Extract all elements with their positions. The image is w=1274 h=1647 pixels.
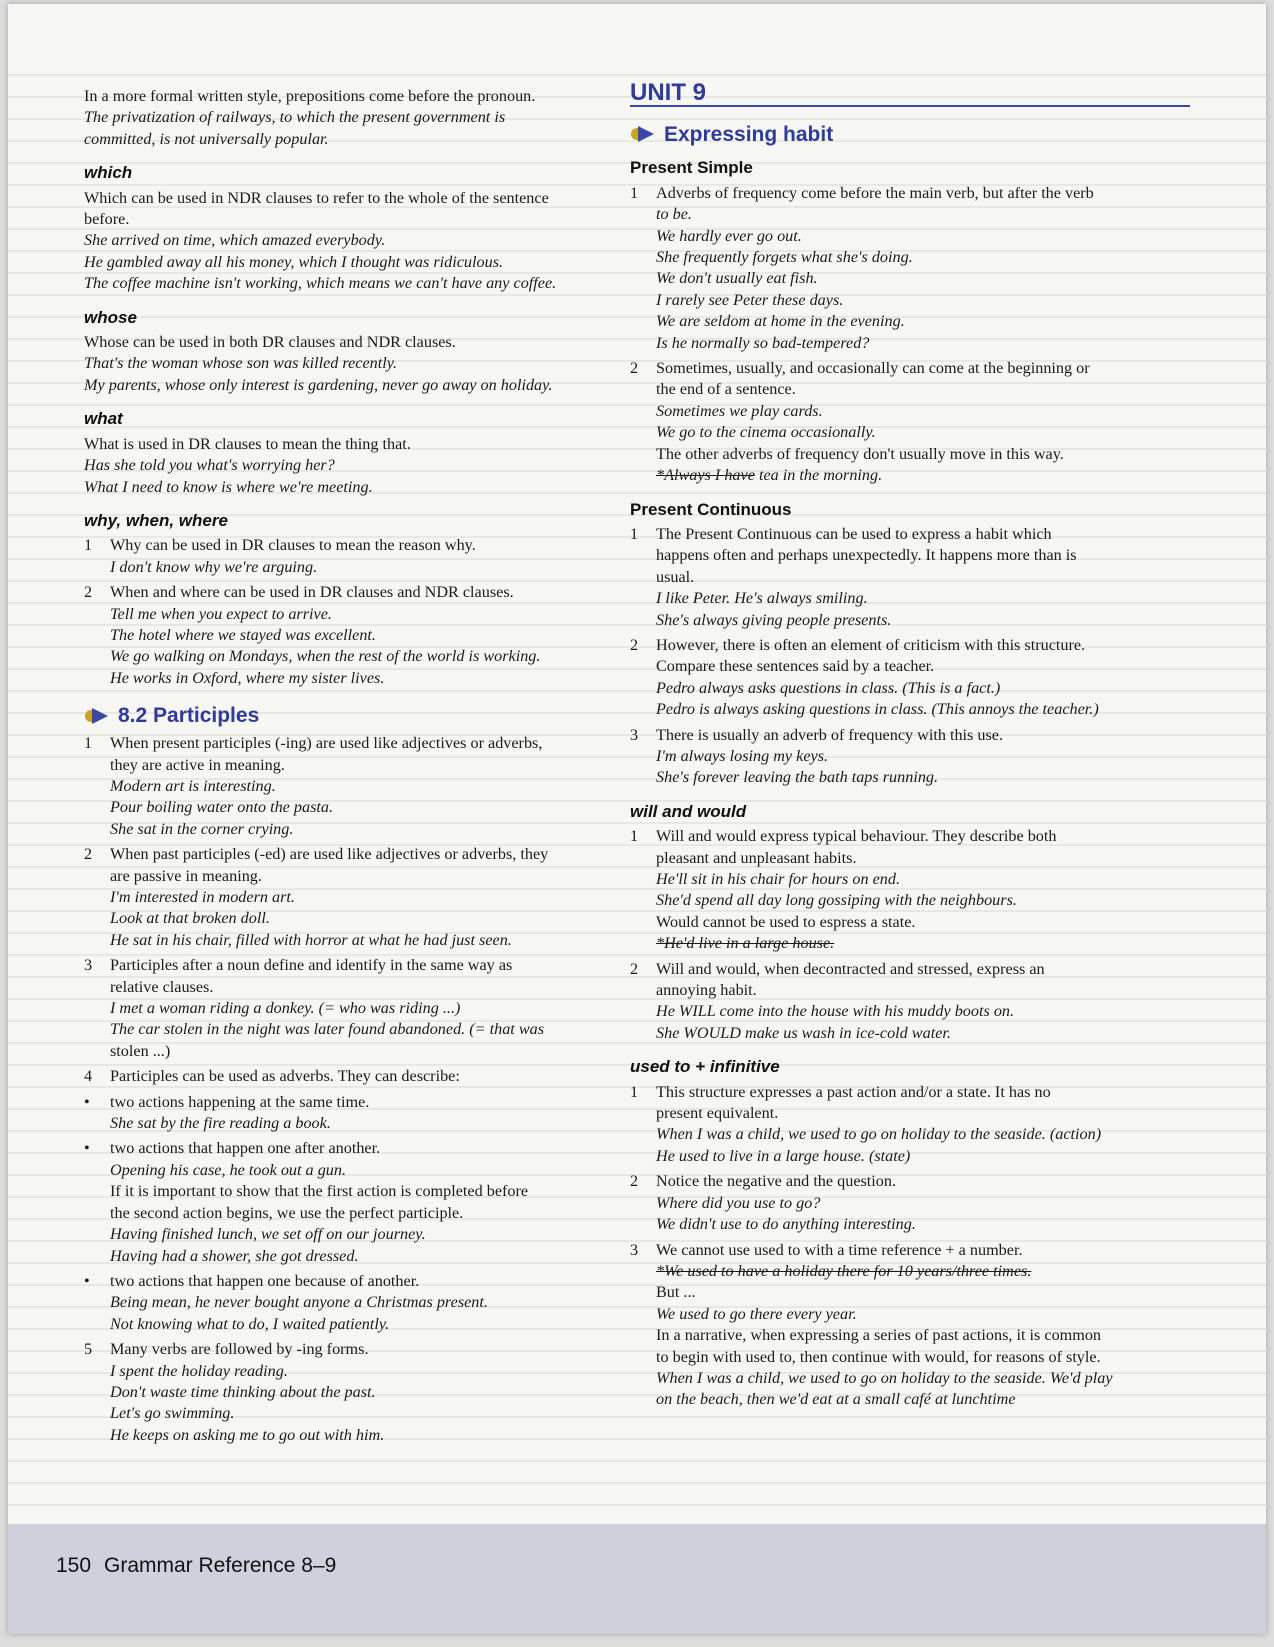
rule-line: If it is important to show that the first action is completed before xyxy=(110,1182,529,1201)
rule-line: What is used in DR clauses to mean the thing that. xyxy=(84,434,411,453)
rule-line: Whose can be used in both DR clauses and NDR clauses. xyxy=(84,333,456,352)
example-line: Opening his case, he took out a gun. xyxy=(110,1160,347,1179)
example-line: Tell me when you expect to arrive. xyxy=(110,604,332,623)
section-header xyxy=(84,705,624,727)
numbered-item xyxy=(84,1339,624,1446)
numbered-item xyxy=(630,1082,1190,1168)
example-line: That's the woman whose son was killed recently. xyxy=(84,354,398,373)
item-number: 2 xyxy=(84,583,93,602)
heading-present-continuous: Present Continuous xyxy=(630,499,792,519)
heading-used-to-infinitive: used to + infinitive xyxy=(630,1057,780,1077)
example-line: Don't waste time thinking about the past. xyxy=(110,1382,376,1401)
heading-whose: whose xyxy=(84,307,137,327)
rule-line: Participles after a noun define and identify in the same way as xyxy=(110,956,513,975)
rule-line: the second action begins, we use the perfect participle. xyxy=(110,1203,464,1222)
bullet: • xyxy=(84,1139,90,1158)
example-line: We go walking on Mondays, when the rest of the world is working. xyxy=(110,647,541,666)
example-line: Pedro always asks questions in class. (This is a fact.) xyxy=(656,678,1001,697)
intro-example: committed, is not universally popular. xyxy=(84,129,329,148)
section-title-participles: 8.2 Participles xyxy=(118,704,260,728)
rule-line: However, there is often an element of criticism with this structure. xyxy=(656,635,1086,654)
example-line: He works in Oxford, where my sister lives. xyxy=(110,668,385,687)
rule-line: Adverbs of frequency come before the main verb, but after the verb xyxy=(656,183,1094,202)
page-number: 150 xyxy=(56,1554,92,1577)
rule-line: two actions happening at the same time. xyxy=(110,1092,370,1111)
example-line: on the beach, then we'd eat at a small café at lunchtime xyxy=(656,1390,1016,1409)
heading-which: which xyxy=(84,163,133,183)
example-line: Let's go swimming. xyxy=(110,1404,235,1423)
incorrect-example: *We used to have a holiday there for 10 years/three times. xyxy=(656,1261,1032,1280)
bullet: • xyxy=(84,1271,90,1290)
rule-line: This structure expresses a past action and/or a state. It has no xyxy=(656,1082,1051,1101)
example-line: He gambled away all his money, which I thought was ridiculous. xyxy=(84,252,504,271)
rule-line: before. xyxy=(84,210,130,229)
rule-line: The other adverbs of frequency don't usually move in this way. xyxy=(656,444,1064,463)
example-line: Modern art is interesting. xyxy=(110,776,276,795)
example-tail: tea in the morning. xyxy=(754,466,883,485)
section-title-expressing-habit: Expressing habit xyxy=(664,122,834,146)
section-arrow-icon xyxy=(630,123,656,145)
rule-line: Will and would, when decontracted and stressed, express an xyxy=(656,959,1045,978)
rule-line: two actions that happen one because of another. xyxy=(110,1271,420,1290)
example-line: She WOULD make us wash in ice-cold water. xyxy=(656,1023,951,1042)
item-number: 1 xyxy=(630,827,639,846)
heading-present-simple: Present Simple xyxy=(630,158,753,178)
example-line: She sat in the corner crying. xyxy=(110,819,294,838)
example-line: The car stolen in the night was later found abandoned. (= that was xyxy=(110,1020,545,1039)
example-line: Pedro is always asking questions in class. (This annoys the teacher.) xyxy=(656,700,1099,719)
numbered-item xyxy=(84,844,624,951)
example-line: We go to the cinema occasionally. xyxy=(656,423,876,442)
rule-line: When past participles (-ed) are used like adjectives or adverbs, they xyxy=(110,845,549,864)
rule-line: relative clauses. xyxy=(110,977,214,996)
numbered-item xyxy=(84,535,624,578)
rule-line: they are active in meaning. xyxy=(110,755,285,774)
right-column xyxy=(630,79,1190,1411)
item-number: 2 xyxy=(630,635,639,654)
example-line: Is he normally so bad-tempered? xyxy=(656,333,870,352)
rule-line: pleasant and unpleasant habits. xyxy=(656,848,857,867)
example-line: He keeps on asking me to go out with him. xyxy=(110,1425,385,1444)
rule-line: There is usually an adverb of frequency with this use. xyxy=(656,725,1004,744)
example-line: What I need to know is where we're meeting. xyxy=(84,477,373,496)
rule-line: When and where can be used in DR clauses and NDR clauses. xyxy=(110,583,514,602)
example-line: He used to live in a large house. (state) xyxy=(656,1146,911,1165)
rule-line: happens often and perhaps unexpectedly. It happens more than is xyxy=(656,546,1077,565)
struck-text: *Always I have xyxy=(656,466,755,485)
unit-title: UNIT 9 xyxy=(630,82,1190,107)
rule-line: two actions that happen one after another. xyxy=(110,1139,381,1158)
intro-example: The privatization of railways, to which the present government is xyxy=(84,108,506,127)
example-line: Having had a shower, she got dressed. xyxy=(110,1246,359,1265)
item-number: 3 xyxy=(630,1240,639,1259)
numbered-item xyxy=(630,524,1190,631)
numbered-item xyxy=(84,733,624,840)
bullet-item xyxy=(84,1092,624,1135)
section-arrow-icon xyxy=(84,705,110,727)
rule-line: to begin with used to, then continue with would, for reasons of style. xyxy=(656,1347,1101,1366)
incorrect-example: *He'd live in a large house. xyxy=(656,934,835,953)
item-number: 3 xyxy=(630,725,639,744)
numbered-item xyxy=(630,1240,1190,1411)
rule-line: We cannot use used to with a time reference + a number. xyxy=(656,1240,1023,1259)
rule-line: the end of a sentence. xyxy=(656,380,796,399)
textbook-page xyxy=(8,4,1266,1634)
example-line: When I was a child, we used to go on holiday to the seaside. We'd play xyxy=(656,1368,1113,1387)
numbered-item xyxy=(630,358,1190,486)
example-line: When I was a child, we used to go on holiday to the seaside. (action) xyxy=(656,1125,1102,1144)
rule-line: In a narrative, when expressing a series of past actions, it is common xyxy=(656,1326,1102,1345)
numbered-item xyxy=(84,1066,624,1087)
example-line: Look at that broken doll. xyxy=(110,909,270,928)
example-line: I'm always losing my keys. xyxy=(656,746,829,765)
numbered-item xyxy=(630,725,1190,789)
rule-line: Participles can be used as adverbs. They can describe: xyxy=(110,1067,460,1086)
example-line: He sat in his chair, filled with horror at what he had just seen. xyxy=(110,930,512,949)
rule-line: Would cannot be used to espress a state. xyxy=(656,912,916,931)
example-line: She's forever leaving the bath taps running. xyxy=(656,768,939,787)
bullet-item xyxy=(84,1271,624,1335)
numbered-item xyxy=(630,826,1190,954)
left-column xyxy=(84,86,624,1446)
rule-line: Many verbs are followed by -ing forms. xyxy=(110,1340,369,1359)
footer-label: Grammar Reference 8–9 xyxy=(104,1554,337,1577)
item-number: 1 xyxy=(630,524,639,543)
example-line: She arrived on time, which amazed everybody. xyxy=(84,231,386,250)
example-line: My parents, whose only interest is gardening, never go away on holiday. xyxy=(84,375,553,394)
item-number: 1 xyxy=(84,536,93,555)
example-line: We are seldom at home in the evening. xyxy=(656,312,905,331)
bullet-item xyxy=(84,1138,624,1266)
item-number: 1 xyxy=(630,1082,639,1101)
numbered-item xyxy=(630,183,1190,354)
example-line: We hardly ever go out. xyxy=(656,226,802,245)
example-line: Pour boiling water onto the pasta. xyxy=(110,798,334,817)
item-number: 2 xyxy=(630,1172,639,1191)
rule-line: to be. xyxy=(656,205,692,224)
example-line: Being mean, he never bought anyone a Christmas present. xyxy=(110,1293,488,1312)
item-number: 1 xyxy=(630,183,639,202)
numbered-item xyxy=(84,582,624,689)
example-line: The hotel where we stayed was excellent. xyxy=(110,625,376,644)
heading-what: what xyxy=(84,409,123,429)
item-number: 2 xyxy=(84,845,93,864)
example-line: I'm interested in modern art. xyxy=(110,888,295,906)
example-line: She'd spend all day long gossiping with the neighbours. xyxy=(656,891,1017,910)
rule-line: But ... xyxy=(656,1283,696,1302)
numbered-item xyxy=(630,1171,1190,1235)
incorrect-example xyxy=(656,465,1190,486)
example-line: I rarely see Peter these days. xyxy=(656,290,844,309)
page-footer xyxy=(8,1524,1266,1634)
item-number: 1 xyxy=(84,734,93,753)
example-line: Sometimes we play cards. xyxy=(656,401,823,420)
rule-line: Sometimes, usually, and occasionally can come at the beginning or xyxy=(656,359,1090,378)
rule-line: present equivalent. xyxy=(656,1104,779,1123)
bullet: • xyxy=(84,1092,90,1111)
example-line: He'll sit in his chair for hours on end. xyxy=(656,870,901,888)
example-line: The coffee machine isn't working, which means we can't have any coffee. xyxy=(84,274,557,293)
numbered-item xyxy=(630,635,1190,721)
rule-line: usual. xyxy=(656,567,695,586)
example-line: We used to go there every year. xyxy=(656,1304,857,1323)
item-number: 3 xyxy=(84,956,93,975)
heading-will-and-would: will and would xyxy=(630,801,747,821)
numbered-item xyxy=(84,955,624,1062)
rule-line: When present participles (-ing) are used like adjectives or adverbs, xyxy=(110,734,543,753)
example-line: I spent the holiday reading. xyxy=(110,1361,288,1380)
item-number: 2 xyxy=(630,959,639,978)
item-number: 4 xyxy=(84,1067,93,1086)
rule-line: Why can be used in DR clauses to mean the reason why. xyxy=(110,536,476,555)
example-line: stolen ...) xyxy=(110,1041,171,1060)
example-line: Has she told you what's worrying her? xyxy=(84,456,335,475)
example-line: Where did you use to go? xyxy=(656,1193,821,1212)
item-number: 5 xyxy=(84,1340,93,1359)
example-line: I don't know why we're arguing. xyxy=(110,557,318,576)
example-line: Having finished lunch, we set off on our journey. xyxy=(110,1225,426,1244)
rule-line: are passive in meaning. xyxy=(110,866,262,885)
example-line: She's always giving people presents. xyxy=(656,610,892,629)
heading-why-when-where: why, when, where xyxy=(84,510,228,530)
example-line: I met a woman riding a donkey. (= who was riding ...) xyxy=(110,999,461,1018)
example-line: She sat by the fire reading a book. xyxy=(110,1114,331,1133)
example-line: She frequently forgets what she's doing. xyxy=(656,248,913,267)
intro-line: In a more formal written style, prepositions come before the pronoun. xyxy=(84,87,536,105)
rule-line: Notice the negative and the question. xyxy=(656,1172,897,1191)
example-line: I like Peter. He's always smiling. xyxy=(656,589,868,608)
section-header xyxy=(630,123,1190,145)
rule-line: annoying habit. xyxy=(656,981,757,1000)
rule-line: Will and would express typical behaviour. They describe both xyxy=(656,827,1057,846)
rule-line: Compare these sentences said by a teacher. xyxy=(656,657,935,676)
example-line: We didn't use to do anything interesting. xyxy=(656,1215,916,1234)
example-line: He WILL come into the house with his muddy boots on. xyxy=(656,1002,1015,1021)
rule-line: Which can be used in NDR clauses to refer to the whole of the sentence xyxy=(84,188,549,207)
item-number: 2 xyxy=(630,359,639,378)
rule-line: The Present Continuous can be used to express a habit which xyxy=(656,524,1052,543)
example-line: Not knowing what to do, I waited patiently. xyxy=(110,1314,390,1333)
example-line: We don't usually eat fish. xyxy=(656,269,818,288)
numbered-item xyxy=(630,959,1190,1045)
